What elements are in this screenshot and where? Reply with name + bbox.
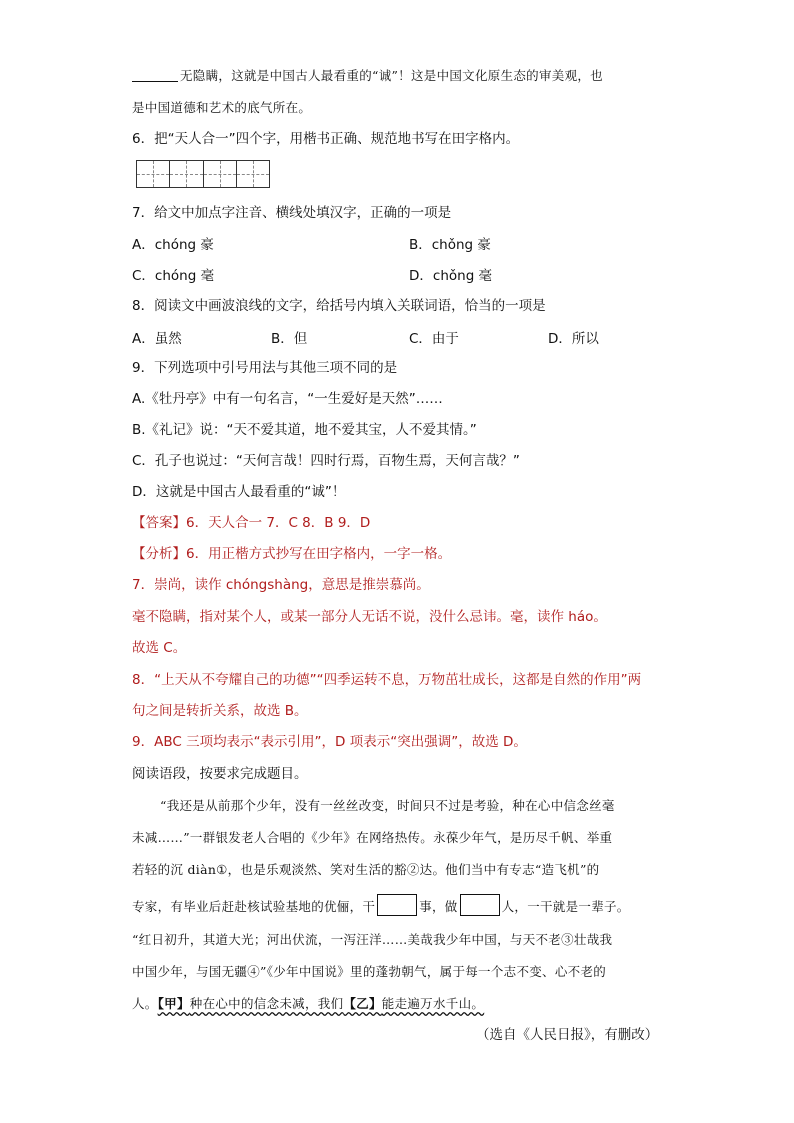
blank-yi: 【乙】: [343, 996, 382, 1011]
reading-line-1: “我还是从前那个少年，没有一丝丝改变，时间只不过是考验，种在心中信念丝毫: [160, 798, 615, 813]
reading-line-4: 专家，有毕业后赶赴核试验基地的优俪，干 事，做 人，一干就是一辈子。: [132, 894, 630, 917]
passage-line-2: 是中国道德和艺术的底气所在。: [132, 100, 312, 115]
q9-option-b: B.《礼记》说：“天不爱其道，地不爱其宝，人不爱其情。”: [132, 422, 477, 438]
q8-option-b: B．但: [271, 331, 308, 347]
question-6: 6．把“天人合一”四个字，用楷书正确、规范地书写在田字格内。: [132, 131, 520, 147]
q9-option-a: A.《牡丹亭》中有一句名言，“一生爱好是天然”……: [132, 391, 443, 407]
q9-option-d: D．这就是中国古人最看重的“诚”！: [132, 484, 346, 500]
question-7: 7．给文中加点字注音、横线处填汉字，正确的一项是: [132, 205, 452, 221]
reading-line-6: 中国少年，与国无疆④”《少年中国说》里的蓬勃朝气，属于每一个志不变、心不老的: [132, 964, 607, 979]
analysis-line-5: 8．“上天从不夸耀自己的功德”“四季运转不息，万物茁壮成长，这都是自然的作用”两: [132, 672, 642, 688]
q8-option-a: A．虽然: [132, 331, 182, 347]
grid-cell: [137, 161, 170, 187]
blank-jia: 【甲】: [157, 996, 190, 1011]
analysis-label: 【分析】: [132, 546, 186, 562]
passage-line-1: 无隐瞒，这就是中国古人最看重的“诚”！这是中国文化原生态的审美观，也: [132, 66, 603, 86]
reading-intro: 阅读语段，按要求完成题目。: [132, 766, 308, 782]
q8-option-d: D．所以: [548, 331, 599, 347]
analysis-line-6: 句之间是转折关系，故选 B。: [132, 703, 308, 719]
grid-cell: [170, 161, 203, 187]
grid-cell: [204, 161, 237, 187]
answer-label: 【答案】: [132, 515, 186, 531]
q7-option-c: C．chóng 毫: [132, 268, 215, 284]
question-9: 9．下列选项中引号用法与其他三项不同的是: [132, 360, 398, 376]
grid-cell: [237, 161, 269, 187]
question-8: 8．阅读文中画波浪线的文字，给括号内填入关联词语，恰当的一项是: [132, 298, 546, 314]
analysis-line-3: 毫不隐瞒，指对某个人，或某一部分人无话不说，没什么忌讳。毫，读作 háo。: [132, 609, 607, 625]
source-citation: （选自《人民日报》，有删改）: [476, 1027, 659, 1043]
analysis-line-2: 7．崇尚，读作 chóngshàng，意思是推崇慕尚。: [132, 577, 430, 593]
q7-option-a: A．chóng 豪: [132, 237, 214, 253]
answer-text: 6．天人合一 7．C 8．B 9．D: [186, 515, 371, 531]
analysis-line-4: 故选 C。: [132, 640, 187, 656]
reading-line-3: 若轻的沉 diàn①，也是乐观淡然、笑对生活的豁②达。他们当中有专志“造飞机”的: [132, 862, 600, 877]
q7-option-d: D．chǒng 毫: [409, 268, 493, 284]
fill-blank: [132, 67, 178, 82]
q9-option-c: C．孔子也说过：“天何言哉！四时行焉，百物生焉，天何言哉？”: [132, 453, 520, 469]
reading-line-7: 人。【甲】种在心中的信念未减，我们【乙】能走遍万水千山。: [132, 996, 485, 1011]
analysis-line-7: 9．ABC 三项均表示“表示引用”，D 项表示“突出强调”，故选 D。: [132, 734, 527, 750]
reading-line-5: “红日初升，其道大光；河出伏流，一泻汪洋……美哉我少年中国，与天不老③壮哉我: [132, 932, 613, 947]
answer-line: [132, 513, 370, 533]
q8-option-c: C．由于: [409, 331, 459, 347]
tianzi-grid: [136, 160, 270, 188]
q7-option-b: B．chǒng 豪: [409, 237, 491, 253]
reading-line-2: 未减……”一群银发老人合唱的《少年》在网络热传。永葆少年气，是历尽千帆、举重: [132, 830, 613, 845]
fill-box-2: [460, 894, 500, 916]
analysis-line-1: 【分析】6．用正楷方式抄写在田字格内，一字一格。: [132, 546, 452, 562]
fill-box-1: [377, 894, 417, 916]
